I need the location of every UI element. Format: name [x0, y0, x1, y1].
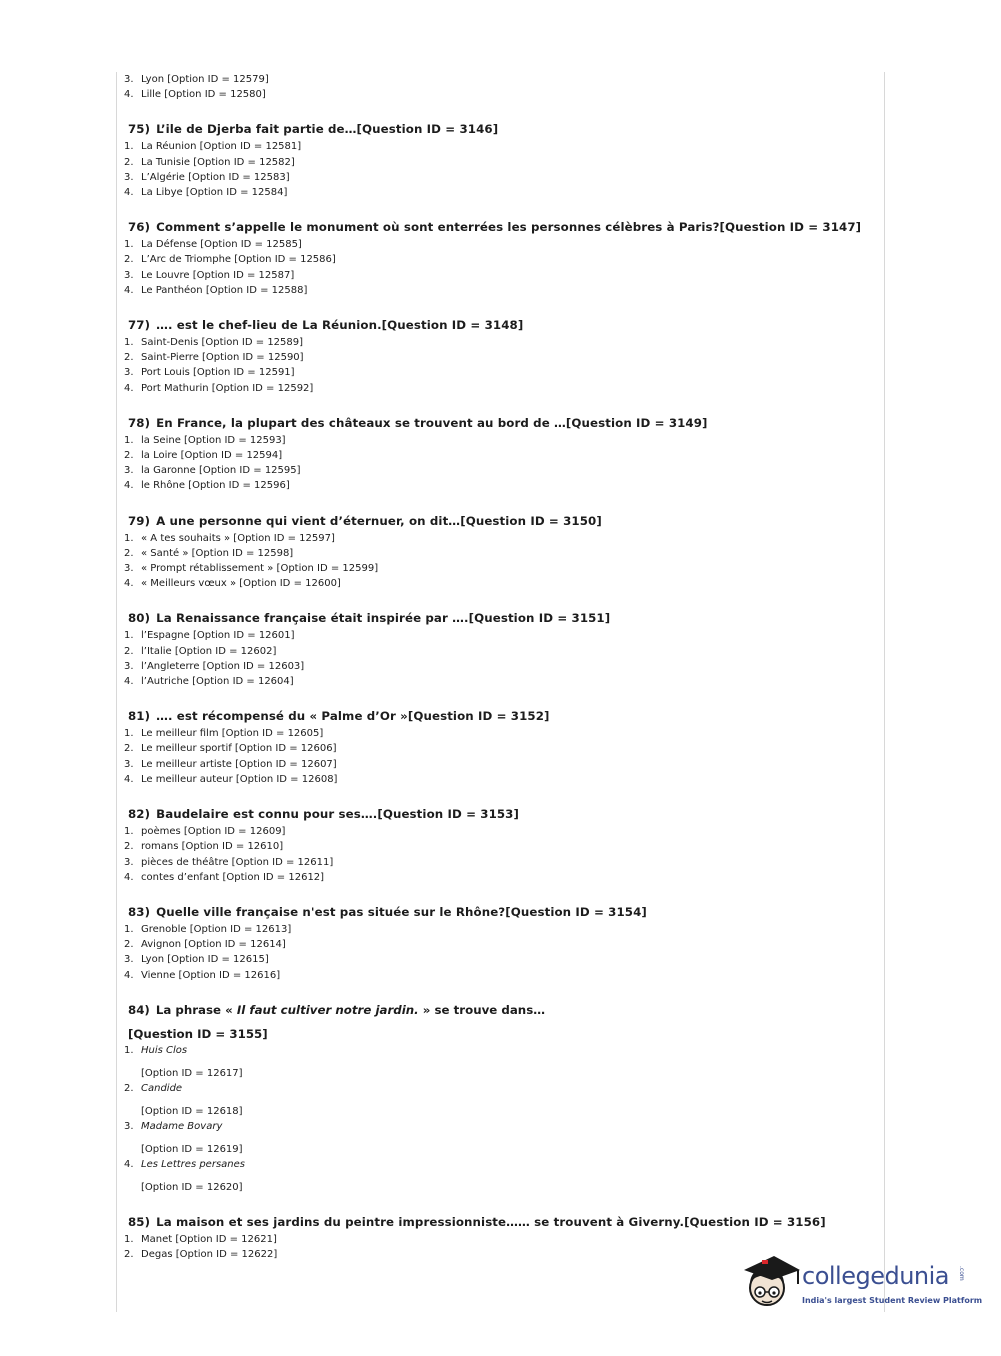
option-item: 2. Avignon [Option ID = 12614]: [124, 939, 286, 951]
option-item: 3. Lyon [Option ID = 12615]: [124, 954, 269, 966]
option-item: 4. Lille [Option ID = 12580]: [124, 89, 266, 101]
option-item: 2. l’Italie [Option ID = 12602]: [124, 645, 277, 657]
question-title: 81) …. est récompensé du « Palme d’Or »[Question ID = 3152]: [128, 709, 550, 724]
option-list: [124, 237, 874, 298]
option-item: 3. Lyon [Option ID = 12579]: [124, 74, 269, 85]
option-item: 3. la Garonne [Option ID = 12595]: [124, 465, 301, 477]
option-item: 2. romans [Option ID = 12610]: [124, 841, 284, 853]
option-item: 1. poèmes [Option ID = 12609]: [124, 826, 286, 838]
question-title: 82) Baudelaire est connu pour ses….[Question ID = 3153]: [128, 807, 519, 822]
question-84: [124, 1003, 874, 1195]
question-75: [124, 122, 874, 200]
option-item: 3. pièces de théâtre [Option ID = 12611]: [124, 856, 334, 868]
question-title: 79) A une personne qui vient d’éternuer, on dit…[Question ID = 3150]: [128, 513, 602, 528]
question-paper: [124, 72, 874, 1262]
question-81: [124, 709, 874, 787]
question-title: 84) La phrase « Il faut cultiver notre jardin. » se trouve dans…: [128, 1002, 546, 1017]
option-item: 1. La Défense [Option ID = 12585]: [124, 239, 302, 251]
option-item: 4. Les Lettres persanes [Option ID = 12620]: [124, 1158, 245, 1193]
question-title: 85) La maison et ses jardins du peintre impressionniste…… se trouvent à Giverny.[Question ID = 3156]: [128, 1214, 826, 1229]
option-list: [124, 1043, 874, 1195]
option-list: [124, 139, 874, 200]
option-item: 2. La Tunisie [Option ID = 12582]: [124, 156, 295, 168]
option-list: [124, 824, 874, 885]
question-83: [124, 905, 874, 983]
option-list: [124, 433, 874, 494]
option-item: 4. contes d’enfant [Option ID = 12612]: [124, 871, 325, 883]
option-item: 4. « Meilleurs vœux » [Option ID = 12600]: [124, 578, 341, 590]
option-list: [124, 531, 874, 592]
option-item: 3. Le meilleur artiste [Option ID = 12607]: [124, 758, 337, 770]
option-item: 4. l’Autriche [Option ID = 12604]: [124, 676, 294, 688]
question-79: [124, 514, 874, 592]
option-item: 1. la Seine [Option ID = 12593]: [124, 434, 286, 446]
brand-tagline: India's largest Student Review Platform: [802, 1296, 983, 1305]
option-item: 3. L’Algérie [Option ID = 12583]: [124, 171, 290, 183]
question-id: [Question ID = 3155]: [128, 1026, 268, 1041]
question-title: 76) Comment s’appelle le monument où sont enterrées les personnes célèbres à Paris?[Question ID = 3147]: [128, 220, 862, 235]
continued-options: [124, 72, 874, 102]
option-item: 2. Candide [Option ID = 12618]: [124, 1082, 243, 1117]
question-title: 78) En France, la plupart des châteaux se trouvent au bord de …[Question ID = 3149]: [128, 415, 708, 430]
question-78: [124, 416, 874, 494]
option-item: 2. L’Arc de Triomphe [Option ID = 12586]: [124, 254, 336, 266]
option-item: 4. Le meilleur auteur [Option ID = 12608]: [124, 773, 338, 785]
option-item: 1. Huis Clos [Option ID = 12617]: [124, 1044, 243, 1079]
option-item: 2. Le meilleur sportif [Option ID = 12606]: [124, 743, 337, 755]
question-title: 77) …. est le chef-lieu de La Réunion.[Question ID = 3148]: [128, 318, 524, 333]
question-77: [124, 318, 874, 396]
question-title: 75) L’ile de Djerba fait partie de…[Question ID = 3146]: [128, 122, 499, 137]
option-item: 2. Saint-Pierre [Option ID = 12590]: [124, 352, 304, 364]
option-item: 1. Saint-Denis [Option ID = 12589]: [124, 337, 304, 349]
question-title: 80) La Renaissance française était inspirée par ….[Question ID = 3151]: [128, 611, 611, 626]
right-margin-rule: [884, 72, 885, 1312]
option-item: 3. l’Angleterre [Option ID = 12603]: [124, 660, 305, 672]
option-item: 1. La Réunion [Option ID = 12581]: [124, 141, 302, 153]
option-item: 1. l’Espagne [Option ID = 12601]: [124, 630, 295, 642]
option-item: 4. Port Mathurin [Option ID = 12592]: [124, 382, 314, 394]
option-item: 4. Le Panthéon [Option ID = 12588]: [124, 284, 308, 296]
option-item: 3. Le Louvre [Option ID = 12587]: [124, 269, 295, 281]
mascot-icon: [740, 1252, 804, 1316]
option-list: [124, 335, 874, 396]
option-item: 1. Grenoble [Option ID = 12613]: [124, 923, 292, 935]
option-list: [124, 922, 874, 983]
question-82: [124, 807, 874, 885]
option-item: 1. Le meilleur film [Option ID = 12605]: [124, 728, 324, 740]
option-item: 2. « Santé » [Option ID = 12598]: [124, 547, 294, 559]
brand-name: collegedunia: [802, 1262, 950, 1290]
left-margin-rule: [116, 72, 117, 1312]
option-item: 4. le Rhône [Option ID = 12596]: [124, 480, 290, 492]
option-item: 4. La Libye [Option ID = 12584]: [124, 187, 288, 199]
question-76: [124, 220, 874, 298]
option-item: 2. la Loire [Option ID = 12594]: [124, 450, 283, 462]
option-item: 3. Madame Bovary [Option ID = 12619]: [124, 1120, 243, 1155]
option-item: 4. Vienne [Option ID = 12616]: [124, 969, 281, 981]
option-list: [124, 628, 874, 689]
option-item: 2. Degas [Option ID = 12622]: [124, 1248, 278, 1260]
collegedunia-logo: [740, 1252, 983, 1316]
question-title: 83) Quelle ville française n'est pas située sur le Rhône?[Question ID = 3154]: [128, 904, 647, 919]
option-item: 3. « Prompt rétablissement » [Option ID = 12599]: [124, 563, 379, 575]
option-list: [124, 726, 874, 787]
option-item: 1. Manet [Option ID = 12621]: [124, 1233, 277, 1245]
brand-domain: .com: [958, 1266, 965, 1281]
option-item: 1. « A tes souhaits » [Option ID = 12597]: [124, 532, 335, 544]
option-item: 3. Port Louis [Option ID = 12591]: [124, 367, 295, 379]
question-80: [124, 611, 874, 689]
